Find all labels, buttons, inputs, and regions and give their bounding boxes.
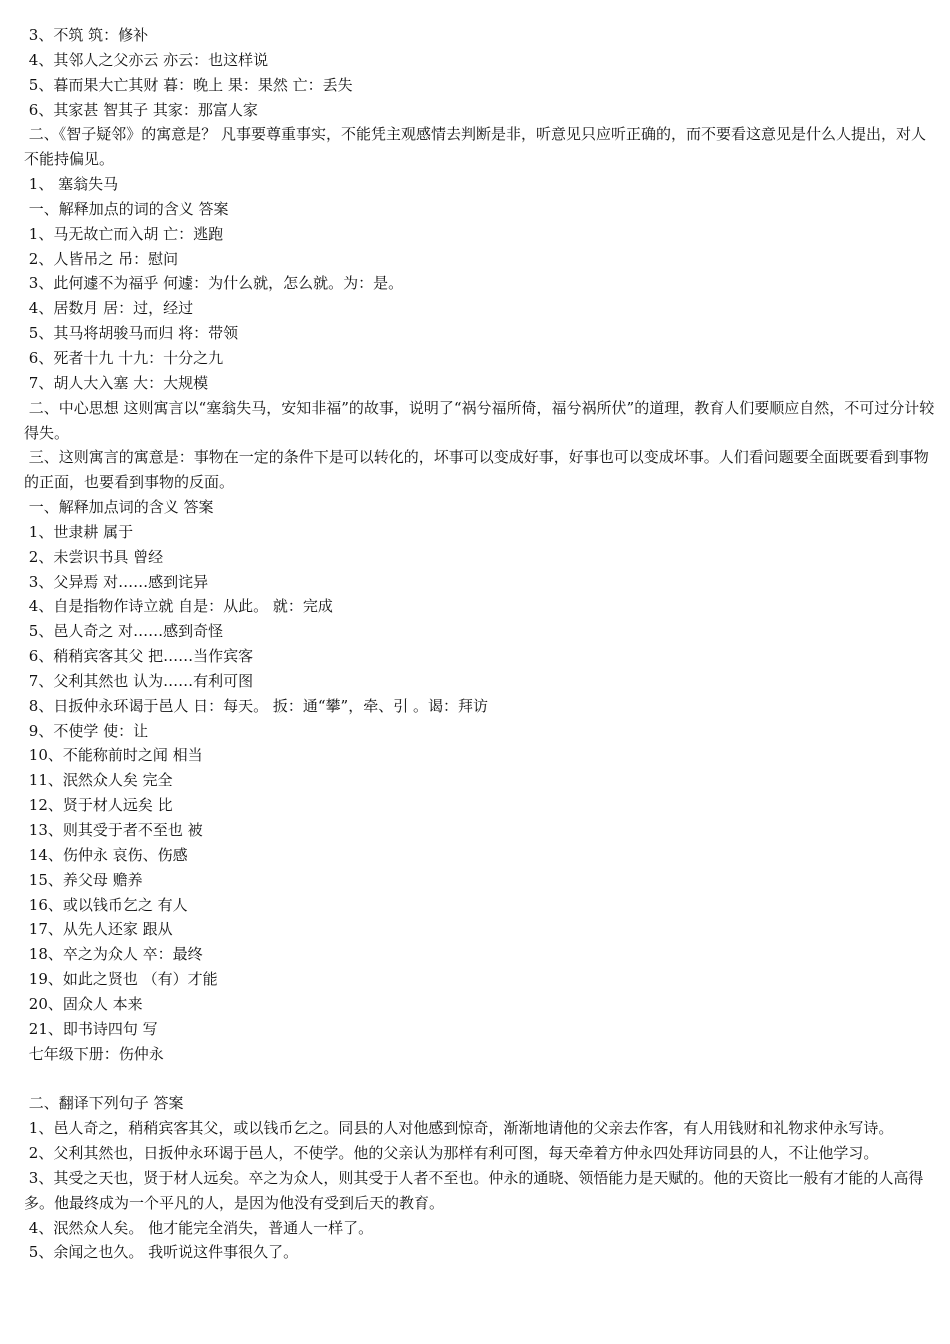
text-line: 七年级下册：伤仲永 [24, 1044, 164, 1063]
text-line: 二、翻译下列句子 答案 [24, 1094, 184, 1113]
text-line: 3、不筑 筑：修补 [24, 26, 149, 44]
text-line: 5、余闻之也久。 我听说这件事很久了。 [24, 1243, 299, 1262]
text-line: 1、 塞翁失马 [24, 175, 119, 194]
text-line: 4、其邻人之父亦云 亦云：也这样说 [24, 50, 269, 69]
text-line: 13、则其受于者不至也 被 [24, 821, 203, 839]
text-line: 17、从先人还家 跟从 [24, 920, 173, 939]
text-line: 12、贤于材人远矣 比 [24, 796, 173, 815]
text-line: 19、如此之贤也 （有）才能 [24, 970, 218, 989]
text-line: 三、这则寓言的寓意是：事物在一定的条件下是可以转化的，坏事可以变成好事，好事也可以变成坏事。人们看问题要全面既要看到事物的正面，也要看到事物的反面。 [24, 448, 929, 492]
text-line: 3、其受之天也，贤于材人远矣。卒之为众人，则其受于人者不至也。仲永的通晓、领悟能力是天赋的。他的天资比一般有才能的人高得多。他最终成为一个平凡的人，是因为他没有受到后天的教育。 [24, 1168, 924, 1212]
text-line: 21、即书诗四句 写 [24, 1019, 158, 1038]
text-line: 2、人皆吊之 吊：慰问 [24, 249, 179, 268]
text-line: 20、固众人 本来 [24, 994, 143, 1013]
text-line: 5、暮而果大亡其财 暮：晚上 果：果然 亡：丢失 [24, 75, 353, 94]
text-line: 6、其家甚 智其子 其家：那富人家 [24, 100, 258, 119]
text-line: 4、泯然众人矣。 他才能完全消失，普通人一样了。 [24, 1218, 374, 1237]
document-body [24, 23, 936, 1265]
text-line: 8、日扳仲永环谒于邑人 日：每天。 扳：通“攀”，牵、引 。谒：拜访 [24, 696, 488, 715]
text-line: 二、中心思想 这则寓言以“塞翁失马，安知非福”的故事，说明了“祸兮福所倚，福兮祸所伏”的道理，教育人们要顺应自然，不可过分计较得失。 [24, 398, 935, 442]
text-line: 15、养父母 赡养 [24, 870, 143, 889]
blank-line [24, 1066, 936, 1091]
text-line: 7、父利其然也 认为……有利可图 [24, 671, 254, 690]
text-line: 二、《智子疑邻》的寓意是？ 凡事要尊重事实，不能凭主观感情去判断是非，听意见只应听正确的，而不要看这意见是什么人提出，对人不能持偏见。 [24, 125, 927, 169]
text-line: 2、未尝识书具 曾经 [24, 547, 164, 566]
text-line: 1、马无故亡而入胡 亡：逃跑 [24, 224, 224, 243]
text-line: 一、解释加点的词的含义 答案 [24, 199, 229, 218]
text-line: 5、其马将胡骏马而归 将：带领 [24, 324, 239, 343]
text-line: 6、稍稍宾客其父 把……当作宾客 [24, 647, 254, 666]
text-line: 2、父利其然也，日扳仲永环谒于邑人，不使学。他的父亲认为那样有利可图，每天牵着方仲永四处拜访同县的人，不让他学习。 [24, 1143, 879, 1162]
text-line: 一、解释加点词的含义 答案 [24, 498, 214, 517]
text-line: 4、居数月 居：过，经过 [24, 299, 194, 318]
text-line: 9、不使学 使：让 [24, 721, 149, 740]
text-line: 18、卒之为众人 卒：最终 [24, 945, 203, 964]
text-line: 4、自是指物作诗立就 自是：从此。 就：完成 [24, 597, 333, 616]
text-line: 1、世隶耕 属于 [24, 522, 134, 541]
text-line: 14、伤仲永 哀伤、伤感 [24, 845, 188, 864]
text-line: 10、不能称前时之闻 相当 [24, 746, 203, 765]
text-line: 6、死者十九 十九：十分之九 [24, 348, 224, 367]
text-line: 7、胡人大入塞 大：大规模 [24, 373, 209, 392]
text-line: 3、父异焉 对……感到诧异 [24, 572, 209, 591]
text-line: 3、此何遽不为福乎 何遽：为什么就，怎么就。为：是。 [24, 274, 404, 293]
text-line: 1、邑人奇之，稍稍宾客其父，或以钱币乞之。同县的人对他感到惊奇，渐渐地请他的父亲去作客，有人用钱财和礼物求仲永写诗。 [24, 1119, 894, 1138]
text-line: 16、或以钱币乞之 有人 [24, 895, 188, 914]
text-line: 11、泯然众人矣 完全 [24, 771, 173, 790]
text-line: 5、邑人奇之 对……感到奇怪 [24, 622, 224, 641]
